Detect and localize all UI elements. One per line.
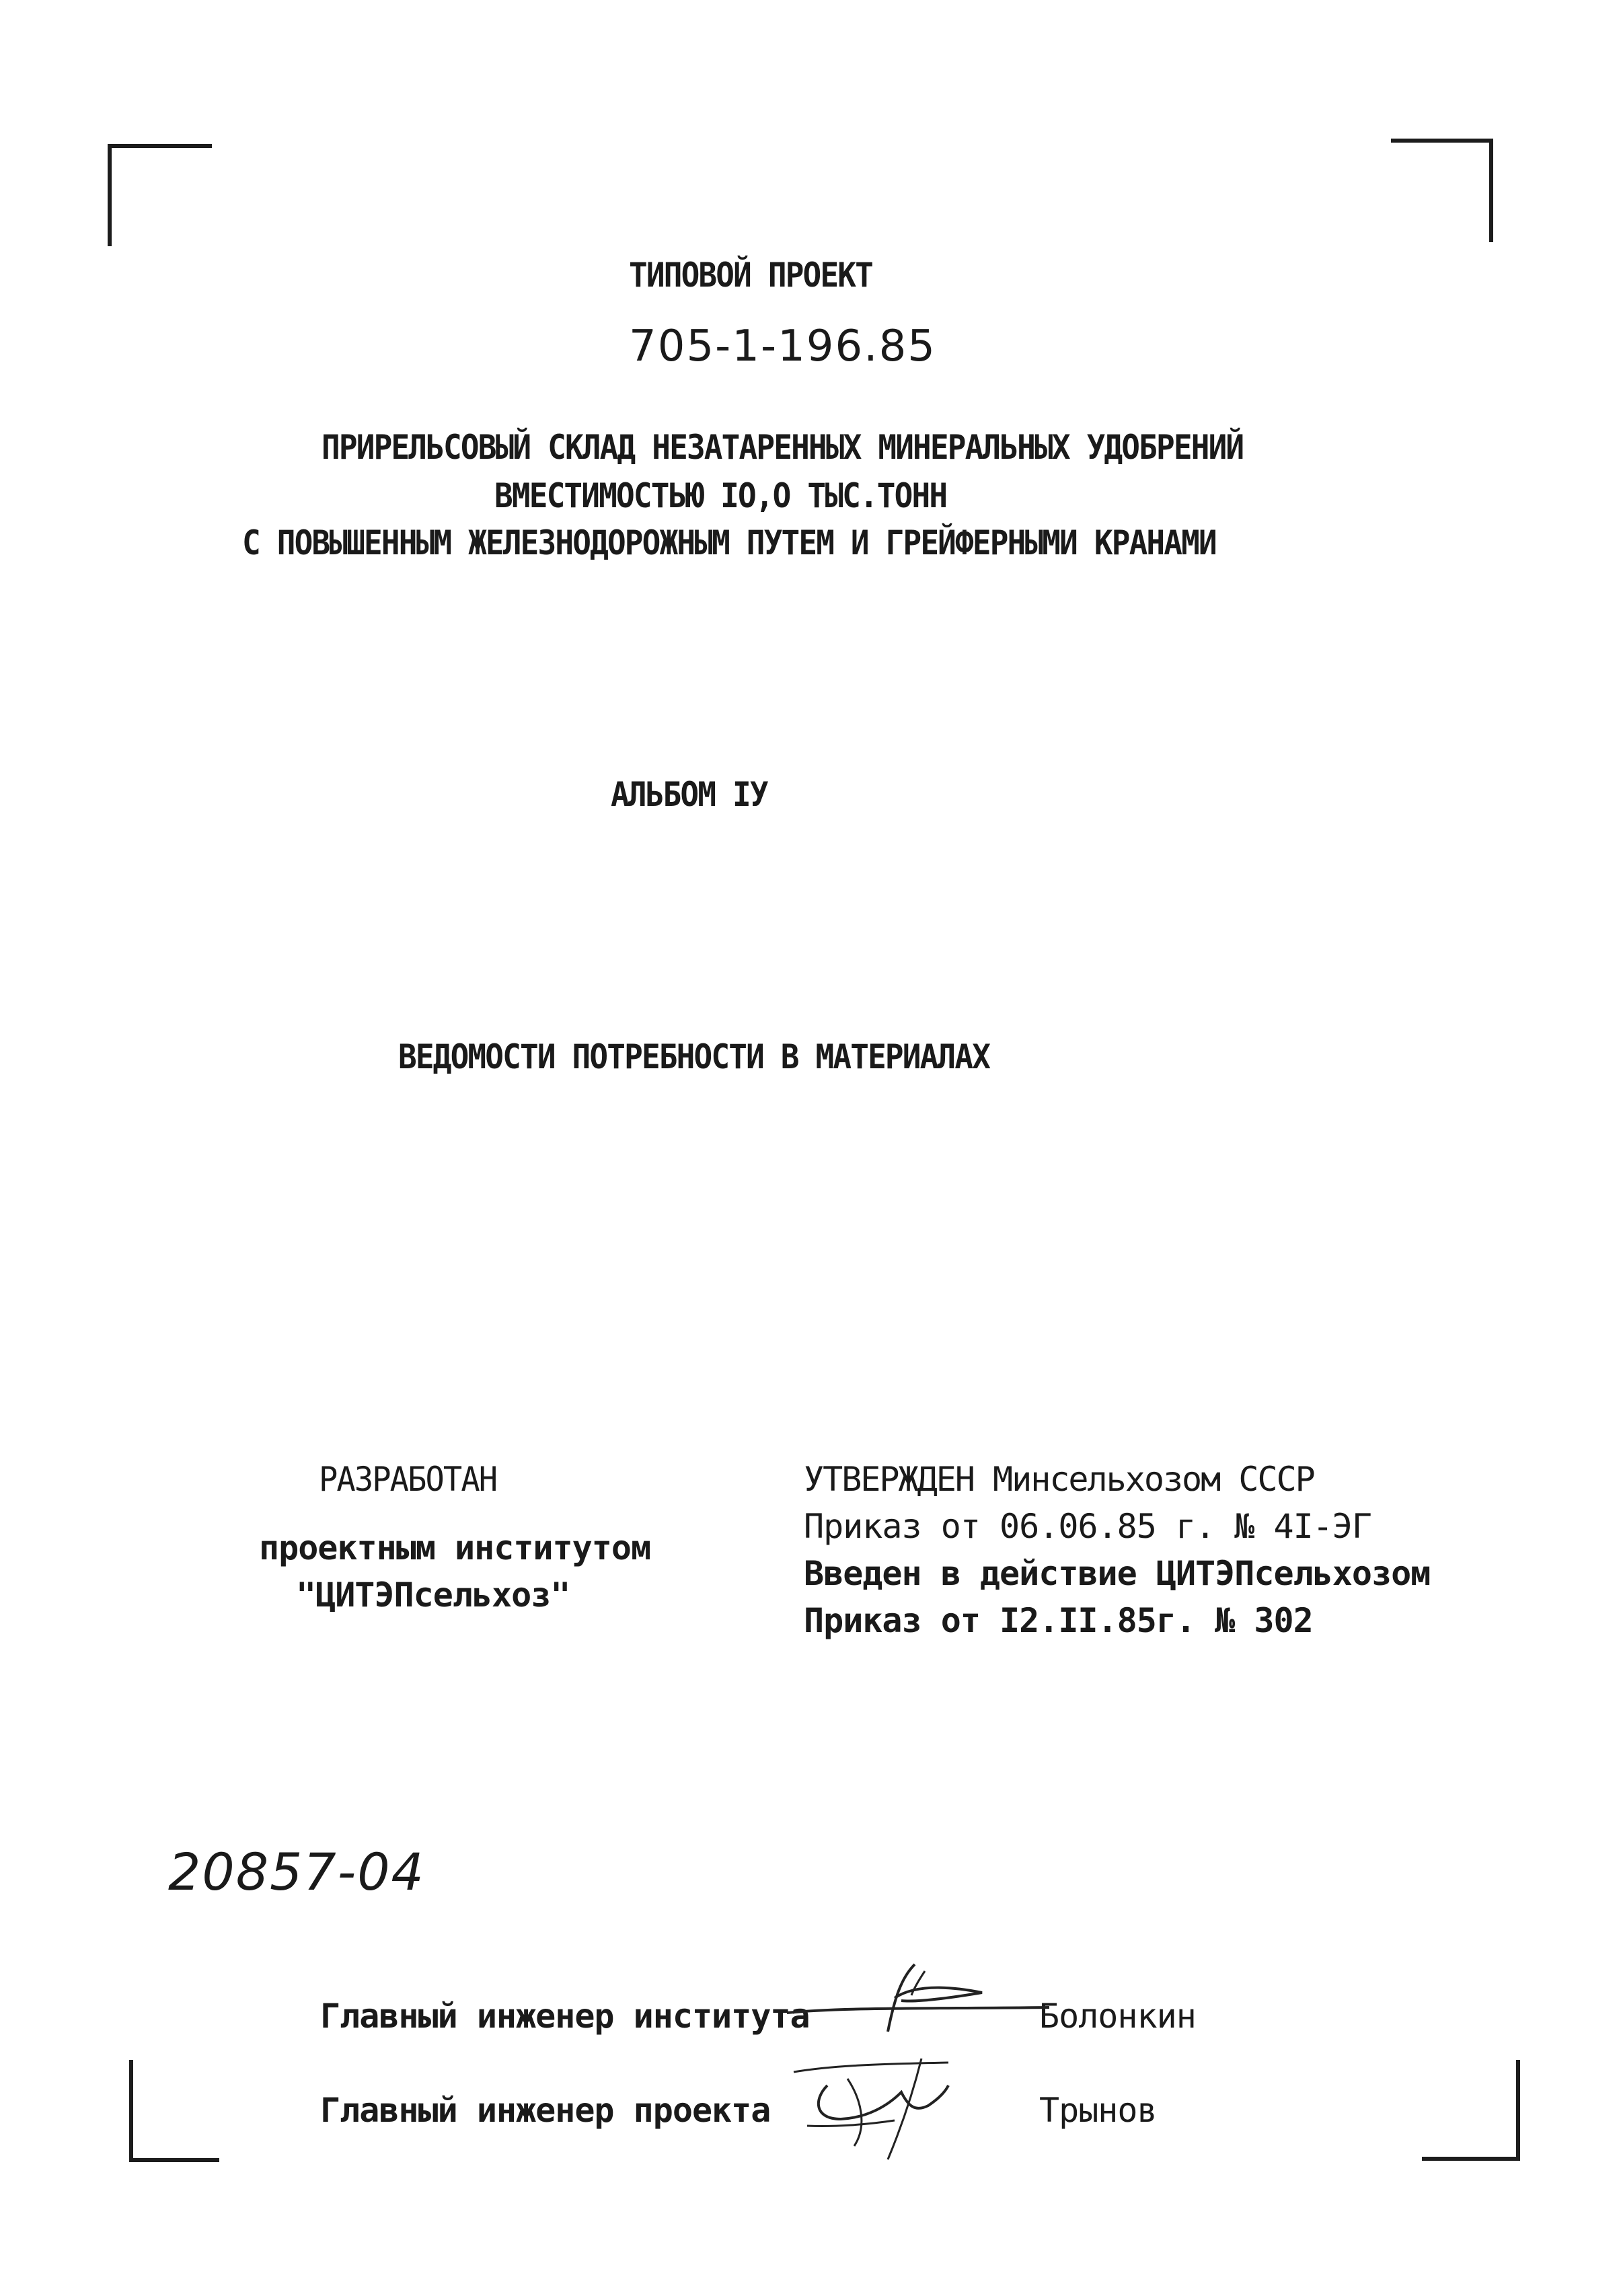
developed-institute-line1: проектным институтом xyxy=(259,1528,651,1567)
document-type-label: ТИПОВОЙ ПРОЕКТ xyxy=(629,256,872,295)
document-subject: ВЕДОМОСТИ ПОТРЕБНОСТИ В МАТЕРИАЛАХ xyxy=(398,1037,990,1076)
inventory-number: 20857-04 xyxy=(168,1842,425,1902)
signature-project xyxy=(787,2045,989,2166)
corner-mark-bottom-left-vertical xyxy=(129,2060,133,2162)
developed-label: РАЗРАБОТАН xyxy=(319,1460,497,1499)
title-line-3: С ПОВЫШЕННЫМ ЖЕЛЕЗНОДОРОЖНЫМ ПУТЕМ И ГРЕЙФЕРНЫМИ КРАНАМИ xyxy=(242,523,1216,562)
album-label: АЛЬБОМ IУ xyxy=(611,775,767,814)
enacted-line: Введен в действие ЦИТЭПсельхозом xyxy=(804,1554,1431,1593)
title-line-2: ВМЕСТИМОСТЬЮ IO,O ТЫС.ТОНН xyxy=(494,476,947,515)
corner-mark-top-right-vertical xyxy=(1489,139,1493,242)
corner-mark-top-left xyxy=(108,144,212,148)
corner-mark-top-right xyxy=(1391,139,1493,143)
approved-line1: УТВЕРЖДЕН Минсельхозом СССР xyxy=(804,1460,1314,1499)
chief-engineer-institute-name: Болонкин xyxy=(1039,1997,1196,2036)
developed-institute-line2: "ЦИТЭПсельхоз" xyxy=(296,1576,570,1615)
chief-engineer-institute-label: Главный инженер института xyxy=(320,1997,810,2036)
project-code: 705-1-196.85 xyxy=(629,322,936,371)
enacted-order-line: Приказ от I2.II.85г. № 302 xyxy=(804,1601,1313,1640)
approved-order-line: Приказ от 06.06.85 г. № 4I-ЭГ xyxy=(804,1507,1371,1546)
chief-engineer-project-label: Главный инженер проекта xyxy=(320,2091,771,2130)
title-line-1: ПРИРЕЛЬСОВЫЙ СКЛАД НЕЗАТАРЕННЫХ МИНЕРАЛЬНЫХ УДОБРЕНИЙ xyxy=(322,428,1244,467)
chief-engineer-project-name: Трынов xyxy=(1039,2091,1157,2130)
corner-mark-bottom-right-vertical xyxy=(1516,2060,1520,2161)
corner-mark-top-left-vertical xyxy=(108,144,112,246)
corner-mark-bottom-left xyxy=(129,2158,219,2162)
corner-mark-bottom-right xyxy=(1422,2157,1520,2161)
signature-institute xyxy=(780,1951,1063,2045)
